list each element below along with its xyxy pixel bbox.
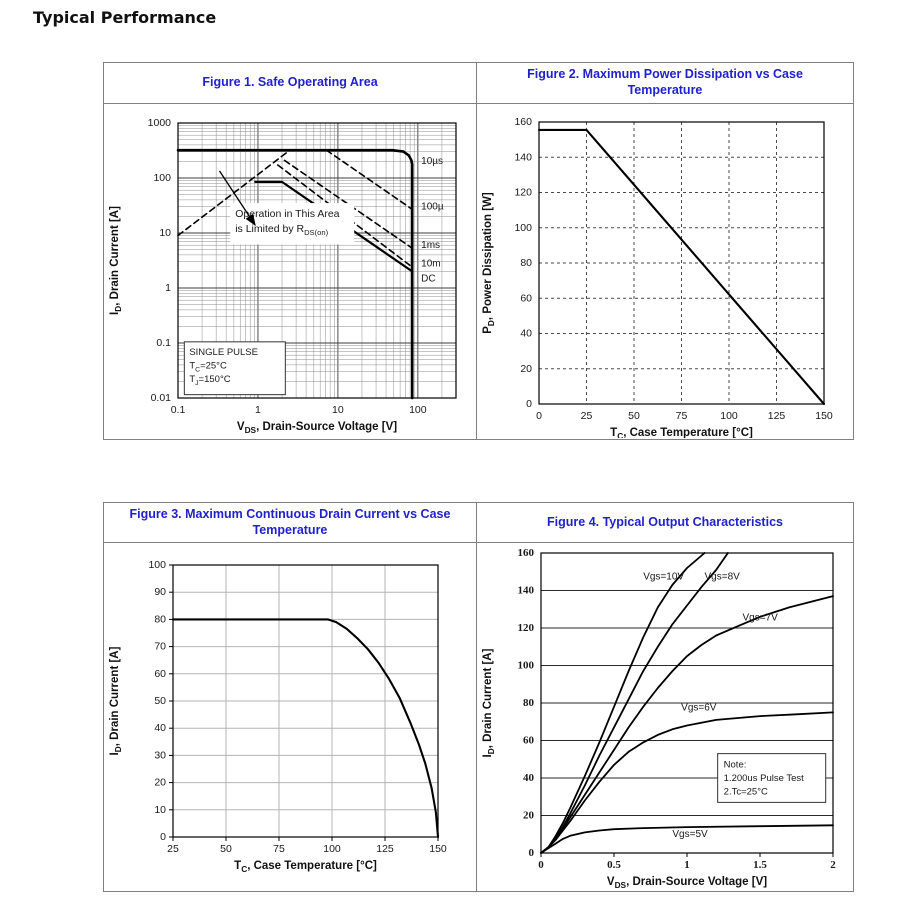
- svg-text:120: 120: [517, 622, 534, 634]
- svg-text:50: 50: [154, 695, 166, 707]
- svg-text:80: 80: [520, 257, 532, 269]
- svg-text:40: 40: [520, 327, 532, 340]
- annotations: [643, 571, 825, 840]
- svg-text:DC: DC: [421, 273, 436, 285]
- figure4-title: Figure 4. Typical Output Characteristics: [476, 503, 853, 543]
- svg-text:100: 100: [148, 559, 166, 571]
- svg-text:0: 0: [536, 410, 542, 422]
- svg-text:Vgs=7V: Vgs=7V: [742, 612, 778, 624]
- svg-text:Note:: Note:: [723, 759, 747, 771]
- svg-text:80: 80: [154, 613, 166, 626]
- figure1-panel: [104, 104, 476, 439]
- svg-text:100: 100: [514, 221, 532, 234]
- svg-text:1ms: 1ms: [421, 240, 441, 252]
- svg-text:0: 0: [528, 847, 534, 859]
- tick-marks: [169, 565, 438, 841]
- svg-text:40: 40: [523, 772, 534, 784]
- x-tick-labels: [171, 404, 427, 416]
- svg-text:60: 60: [523, 734, 534, 747]
- svg-text:Vgs=10V: Vgs=10V: [643, 571, 685, 583]
- svg-text:60: 60: [154, 667, 166, 680]
- svg-text:0: 0: [526, 398, 532, 410]
- svg-text:160: 160: [517, 547, 534, 559]
- grid: [173, 565, 438, 837]
- svg-text:1.200us Pulse Test: 1.200us Pulse Test: [723, 773, 804, 785]
- svg-text:SINGLE PULSE: SINGLE PULSE: [189, 346, 258, 358]
- svg-text:50: 50: [220, 843, 232, 855]
- svg-text:20: 20: [523, 809, 534, 822]
- svg-text:0.1: 0.1: [156, 337, 171, 349]
- svg-text:150: 150: [815, 410, 833, 422]
- svg-text:20: 20: [154, 776, 166, 789]
- svg-text:25: 25: [167, 843, 179, 855]
- grid: [539, 122, 824, 404]
- figure2-title: Figure 2. Maximum Power Dissipation vs Case Temperature: [476, 63, 853, 104]
- svg-text:160: 160: [514, 116, 532, 128]
- svg-text:90: 90: [154, 586, 166, 599]
- y-axis-label: $I_D$, Drain Current [A]: [482, 648, 496, 758]
- svg-text:Vgs=6V: Vgs=6V: [681, 702, 717, 714]
- svg-text:140: 140: [517, 584, 534, 597]
- figure3-title: Figure 3. Maximum Continuous Drain Current vs Case Temperature: [104, 503, 476, 543]
- svg-text:0.01: 0.01: [150, 392, 171, 404]
- y-tick-labels: [514, 116, 532, 410]
- x-tick-labels: [536, 410, 833, 422]
- svg-text:100: 100: [409, 404, 427, 416]
- svg-text:100: 100: [323, 843, 341, 855]
- figure3-drain-current-chart: [104, 543, 475, 889]
- figure2-power-dissipation-chart: [477, 104, 851, 438]
- y-axis-label: $P_D$, Power Dissipation [W]: [482, 192, 496, 334]
- svg-text:25: 25: [580, 410, 593, 422]
- x-tick-labels: [167, 843, 447, 855]
- svg-text:10µs: 10µs: [421, 156, 444, 168]
- bottom-figure-block: [103, 502, 854, 892]
- svg-text:1: 1: [684, 859, 690, 871]
- svg-text:100: 100: [720, 410, 738, 422]
- figure1-title: Figure 1. Safe Operating Area: [104, 63, 476, 104]
- svg-text:120: 120: [514, 186, 532, 199]
- svg-text:Operation in This Area: Operation in This Area: [235, 208, 340, 221]
- y-tick-labels: [518, 547, 535, 859]
- y-tick-labels: [148, 559, 166, 843]
- svg-text:1: 1: [255, 404, 261, 416]
- figure4-output-characteristics-chart: [477, 543, 851, 889]
- svg-text:125: 125: [767, 410, 786, 422]
- svg-text:0.1: 0.1: [170, 404, 186, 416]
- top-figure-block: [103, 62, 854, 440]
- y-axis-label: $I_D$, Drain Current [A]: [109, 646, 123, 756]
- x-axis-label: $V_{DS}$, Drain-Source Voltage [V]: [236, 421, 398, 435]
- svg-text:30: 30: [154, 749, 166, 762]
- svg-text:0: 0: [538, 859, 544, 871]
- x-axis-label: $T_C$, Case Temperature [°C]: [234, 860, 377, 874]
- svg-text:20: 20: [520, 362, 532, 375]
- svg-text:10: 10: [154, 803, 166, 816]
- series-100us-line: [327, 150, 413, 209]
- figure4-panel: [476, 543, 853, 891]
- svg-text:1.5: 1.5: [753, 859, 767, 871]
- x-axis-label: $T_C$, Case Temperature [°C]: [610, 427, 753, 438]
- svg-text:1: 1: [165, 282, 171, 294]
- svg-text:Vgs=8V: Vgs=8V: [704, 571, 740, 583]
- svg-text:50: 50: [628, 410, 640, 422]
- svg-text:10: 10: [159, 227, 171, 239]
- svg-text:2.Tc=25°C: 2.Tc=25°C: [723, 786, 768, 798]
- svg-text:0: 0: [160, 831, 166, 843]
- figure1-soa-chart: [104, 104, 475, 438]
- series-vgs-7v-curve: [541, 596, 833, 853]
- svg-text:150: 150: [429, 843, 447, 855]
- svg-text:140: 140: [514, 151, 532, 164]
- x-tick-labels: [538, 859, 836, 871]
- svg-text:100: 100: [153, 172, 171, 184]
- svg-text:60: 60: [520, 292, 532, 305]
- svg-text:100: 100: [517, 659, 534, 672]
- svg-text:70: 70: [154, 640, 166, 653]
- svg-text:125: 125: [376, 843, 394, 855]
- figure2-panel: [476, 104, 853, 439]
- y-axis-label: $I_D$, Drain Current [A]: [109, 206, 123, 315]
- svg-text:75: 75: [273, 843, 285, 855]
- svg-text:2: 2: [830, 859, 836, 871]
- page-title: Typical Performance: [33, 8, 217, 27]
- svg-text:Vgs=5V: Vgs=5V: [672, 829, 708, 841]
- x-axis-label: $V_{DS}$, Drain-Source Voltage [V]: [606, 876, 768, 889]
- y-tick-labels: [148, 117, 172, 404]
- svg-text:40: 40: [154, 722, 166, 735]
- svg-text:100µ: 100µ: [421, 201, 444, 213]
- svg-text:10: 10: [332, 404, 344, 416]
- svg-text:80: 80: [523, 697, 534, 709]
- svg-text:TC=25°C: $T_C=25^\circ C$: [189, 360, 227, 374]
- figure3-panel: [104, 543, 476, 891]
- svg-text:10m: 10m: [421, 258, 441, 270]
- svg-text:75: 75: [675, 410, 688, 422]
- svg-text:1000: 1000: [147, 117, 171, 129]
- svg-text:TJ=150°C: $T_J=150^\circ C$: [189, 373, 231, 387]
- svg-text:is Limited by RDS(on): is Limited by $R_{DS(on)}$: [235, 222, 329, 237]
- svg-text:0.5: 0.5: [607, 859, 621, 871]
